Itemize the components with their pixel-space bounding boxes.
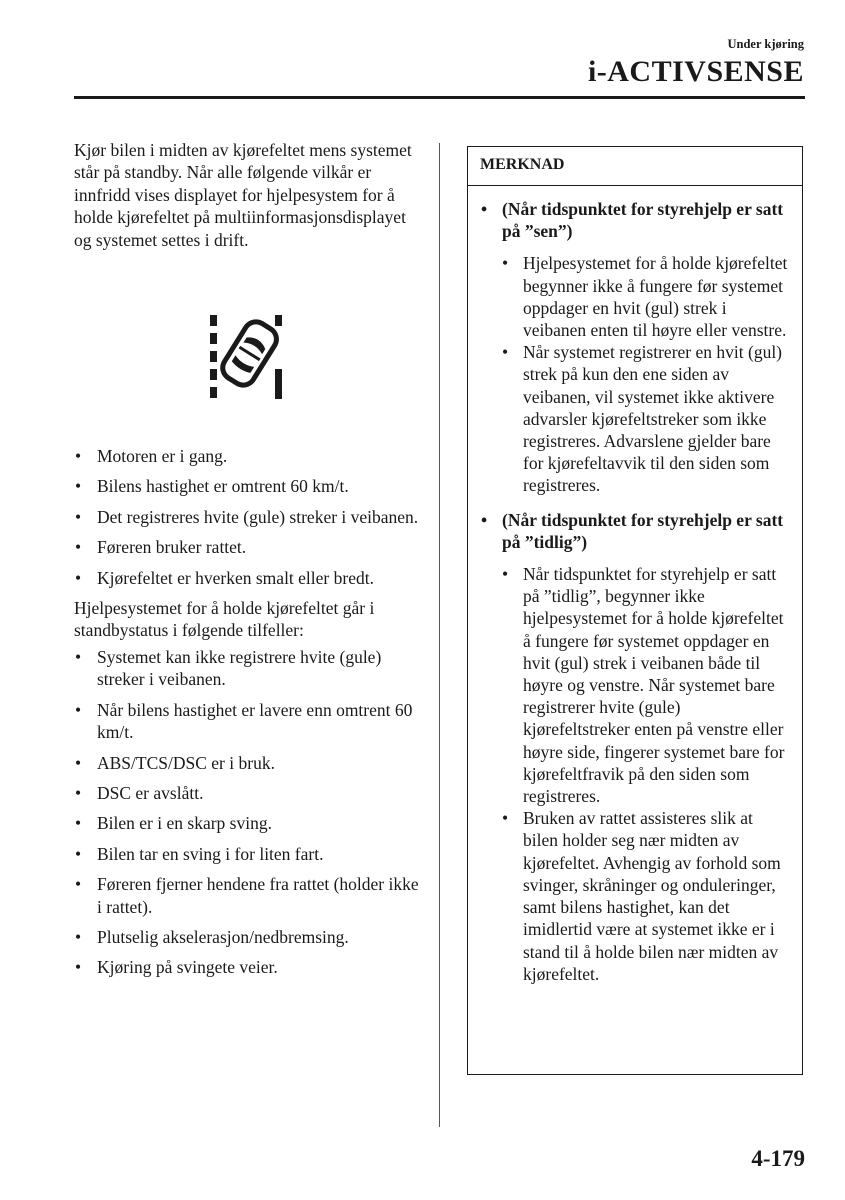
note-group-late <box>480 198 790 497</box>
operating-conditions-list <box>74 445 424 589</box>
list-item: • Kjøring på svingete veier. <box>74 956 424 978</box>
list-item: • Hjelpesystemet for å holde kjørefeltet begynner ikke å fungere før systemet oppdager en hvit (gul) strek i veibanen enten til høyre eller venstre. <box>501 252 790 341</box>
list-item: • Bilen er i en skarp sving. <box>74 812 424 834</box>
standby-intro-paragraph: Hjelpesystemet for å holde kjørefeltet går i standbystatus i følgende tilfeller: <box>74 598 375 641</box>
list-item: • Føreren bruker rattet. <box>74 536 424 558</box>
list-item: • Plutselig akselerasjon/nedbremsing. <box>74 926 424 948</box>
list-item: • Når bilens hastighet er lavere enn omtrent 60 km/t. <box>74 699 424 744</box>
list-item: • ABS/TCS/DSC er i bruk. <box>74 752 424 774</box>
list-item: • Bruken av rattet assisteres slik at bilen holder seg nær midten av kjørefeltet. Avhengig av forhold som svinger, skråninger og onduleringer, samt bilens hastighet, kan det imidlertid være at systemet ikke er i stand til å holde bilen nær midten av kjørefeltet. <box>501 807 790 985</box>
list-item: • Motoren er i gang. <box>74 445 424 467</box>
column-divider <box>439 143 440 1127</box>
page-number: 4-179 <box>751 1146 805 1171</box>
list-item: • Kjørefeltet er hverken smalt eller bredt. <box>74 567 424 589</box>
list-item: • Det registreres hvite (gule) streker i veibanen. <box>74 506 424 528</box>
intro-paragraph: Kjør bilen i midten av kjørefeltet mens systemet står på standby. Når alle følgende vilkår er innfridd vises displayet for hjelpesystem for å holde kjørefeltet på multiinformasjonsdisplayet og systemet settes i drift. <box>74 140 412 250</box>
list-item: • Bilen tar en sving i for liten fart. <box>74 843 424 865</box>
note-group-title: • (Når tidspunktet for styrehjelp er satt på ”sen”) <box>480 198 790 242</box>
left-column <box>74 139 424 987</box>
lane-keep-assist-icon-wrapper <box>74 313 424 399</box>
header-rule <box>74 96 805 99</box>
standby-cases-list <box>74 646 424 979</box>
list-item: • Når tidspunktet for styrehjelp er satt på ”tidlig”, begynner ikke hjelpesystemet for å holde kjørefeltet å fungere før systemet oppdager en hvit (gul) strek i veibanen både til høyre og venstre. Når systemet bare registrerer hvite (gule) kjørefeltstreker enten på venstre eller høyre side, fingerer systemet bare for kjørefeltfravik på den siden som registreres. <box>501 563 790 807</box>
lane-keep-assist-icon <box>209 313 289 399</box>
list-item: • Når systemet registrerer en hvit (gul) strek på kun den ene siden av veibanen, vil systemet ikke aktivere advarsler kjørefeltstreker som ikke registreres. Advarslene gjelder bare for kjørefeltavvik til den siden som registreres. <box>501 341 790 496</box>
list-item: • Føreren fjerner hendene fra rattet (holder ikke i rattet). <box>74 873 424 918</box>
list-item: • Bilens hastighet er omtrent 60 km/t. <box>74 475 424 497</box>
note-sub-list <box>480 252 790 496</box>
chapter-title: i-ACTIVSENSE <box>587 55 804 88</box>
note-group-title: • (Når tidspunktet for styrehjelp er satt på ”tidlig”) <box>480 509 790 553</box>
note-box <box>467 146 803 1075</box>
note-group-early <box>480 509 790 985</box>
list-item: • DSC er avslått. <box>74 782 424 804</box>
note-sub-list <box>480 563 790 985</box>
list-item: • Systemet kan ikke registrere hvite (gule) streker i veibanen. <box>74 646 424 691</box>
note-body <box>468 186 802 985</box>
section-label: Under kjøring <box>727 37 804 51</box>
note-heading: MERKNAD <box>468 147 802 186</box>
